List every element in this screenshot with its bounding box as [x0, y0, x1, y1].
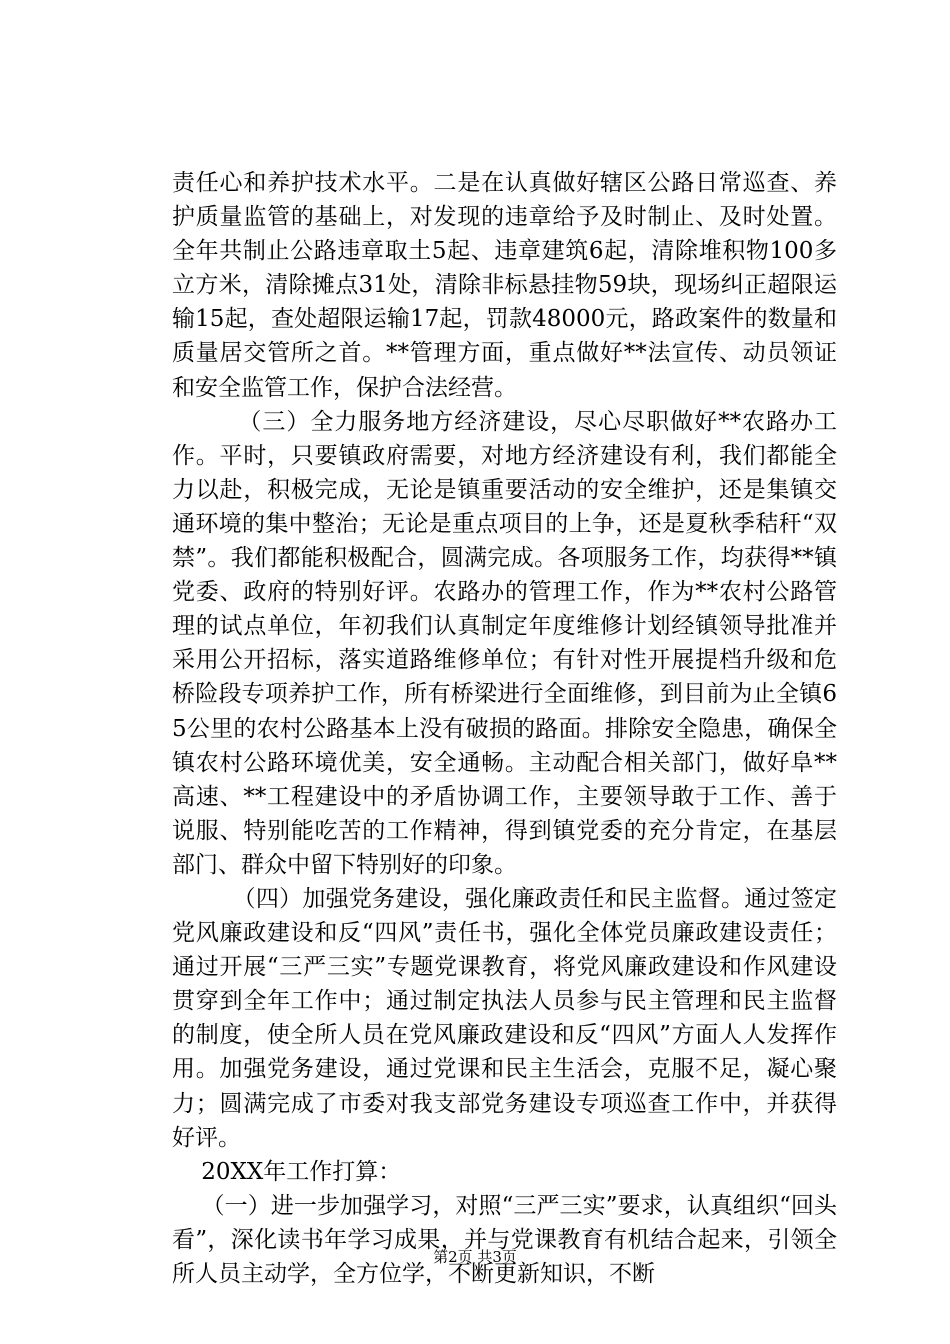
paragraph-5: （一）进一步加强学习，对照“三严三实”要求，认真组织“回头看”，深化读书年学习成果，并与党课教育有机结合起来，引领全所人员主动学，全方位学，不断更新知识，不断 [172, 1192, 837, 1287]
page-number-footer: 第2页 共3页 [433, 1248, 517, 1266]
paragraph-2: （三）全力服务地方经济建设，尽心尽职做好**农路办工作。平时，只要镇政府需要，对地方经济建设有利，我们都能全力以赴，积极完成，无论是镇重要活动的安全维护，还是集镇交通环境的集中整治；无论是重点项目的上争，还是夏秋季秸秆“双禁”。我们都能积极配合，圆满完成。各项服务工作，均获得**镇党委、政府的特别好评。农路办的管理工作，作为**农村公路管理的试点单位，年初我们认真制定年度维修计划经镇领导批准并采用公开招标，落实道路维修单位；有针对性开展提档升级和危桥险段专项养护工作，所有桥梁进行全面维修，到目前为止全镇65公里的农村公路基本上没有破损的路面。排除安全隐患，确保全镇农村公路环境优美，安全通畅。主动配合相关部门，做好阜**高速、**工程建设中的矛盾协调工作，主要领导敢于工作、善于说服、特别能吃苦的工作精神，得到镇党委的充分肯定，在基层部门、群众中留下特别好的印象。 [172, 408, 837, 878]
paragraph-4: 20XX年工作打算： [172, 1158, 402, 1185]
body-text [172, 166, 837, 1291]
paragraph-1: 责任心和养护技术水平。二是在认真做好辖区公路日常巡查、养护质量监管的基础上，对发现的违章给予及时制止、及时处置。全年共制止公路违章取土5起、违章建筑6起，清除堆积物100多立方米，清除摊点31处，清除非标悬挂物59块，现场纠正超限运输15起，查处超限运输17起，罚款48000元，路政案件的数量和质量居交管所之首。**管理方面，重点做好**法宣传、动员领证和安全监管工作，保护合法经营。 [172, 170, 837, 401]
paragraph-3: （四）加强党务建设，强化廉政责任和民主监督。通过签定党风廉政建设和反“四风”责任书，强化全体党员廉政建设责任；通过开展“三严三实”专题党课教育，将党风廉政建设和作风建设贯穿到全年工作中；通过制定执法人员参与民主管理和民主监督的制度，使全所人员在党风廉政建设和反“四风”方面人人发挥作用。加强党务建设，通过党课和民主生活会，克服不足，凝心聚力；圆满完成了市委对我支部党务建设专项巡查工作中，并获得好评。 [172, 885, 838, 1151]
